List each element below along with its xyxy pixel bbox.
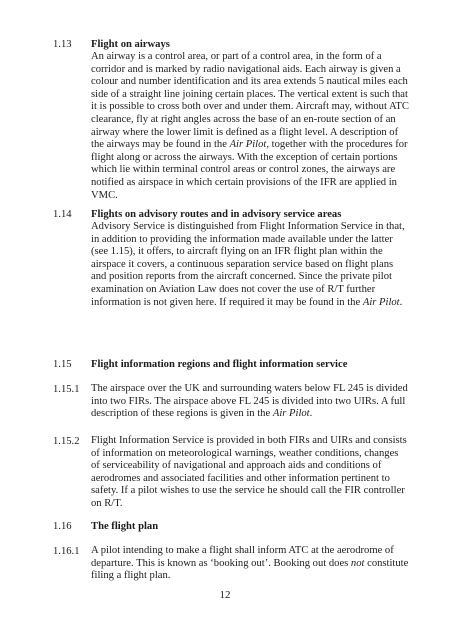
body-text-end: .: [399, 296, 403, 308]
body-text: The airspace over the UK and surrounding waters below FL 245 is divided into two FIRs. The airspace above FL 245 is divided into two UIRs. A full description of these regions is given in the: [91, 383, 408, 420]
section-number: 1.16: [53, 521, 72, 532]
section-title: The flight plan: [91, 521, 159, 532]
section-content: [91, 435, 409, 511]
section-content: [91, 358, 409, 371]
section-number: 1.16.1: [53, 546, 80, 557]
body-italic: not: [350, 557, 365, 569]
body-italic: Air Pilot: [362, 296, 400, 308]
section-number: 1.15.2: [53, 436, 80, 447]
section-body: [91, 383, 409, 421]
section-number: 1.13: [53, 39, 72, 50]
section-content: [91, 208, 409, 309]
section-content: [91, 545, 409, 583]
section-title: Flight information regions and flight information service: [91, 359, 348, 370]
section-content: [91, 383, 409, 421]
section-body: Flight Information Service is provided in both FIRs and UIRs and consists of information on meteorological warnings, weather conditions, changes of serviceability of navigational and approach aids and conditions of aerodromes and associated facilities and other information pertinent to safety. If a pilot wishes to use the service he should call the FIR controller on R/T.: [91, 435, 407, 509]
section-body: [91, 51, 409, 202]
body-text: An airway is a control area, or part of a control area, in the form of a corridor and is marked by radio navigational aids. Each airway is given a colour and number identification and its area extends 5 nautical miles each side of a straight line joining certain places. The vertical extent is such that it is possible to cross both over and under them. Aircraft may, without ATC clearance, fly at right angles across the base of an en-route section of an airway where the lower limit is defined as a flight level. A description of the airways may be found in the: [91, 51, 409, 151]
section-content: [91, 38, 409, 202]
section-number: 1.15.1: [53, 384, 80, 395]
section-title: Flights on advisory routes and in advisory service areas: [91, 209, 342, 220]
body-text-end: , together with the procedures for flight along or across the airways. With the exception of certain portions which lie within terminal control areas or control zones, the airways are notified as airspace in which certain provisions of the IFR are applied in VMC.: [91, 139, 408, 201]
section-body: [91, 545, 409, 583]
section-number: 1.14: [53, 209, 72, 220]
section-number: 1.15: [53, 359, 72, 370]
body-text: A pilot intending to make a flight shall inform ATC at the aerodrome of departure. This is known as ‘booking out’. Booking out does: [91, 545, 394, 569]
page-number: 12: [219, 589, 231, 601]
body-italic: Air Pilot: [229, 139, 267, 151]
body-text-end: .: [309, 408, 313, 420]
section-content: [91, 520, 409, 533]
section-title: Flight on airways: [91, 39, 170, 50]
body-italic: Air Pilot: [272, 408, 310, 420]
body-text: Advisory Service is distinguished from Flight Information Service in that, in addition to providing the information made available under the latter (see 1.15), it offers, to aircraft flying on an IFR flight plan within the airspace it covers, a continuous separation service based on flight plans and position reports from the aircraft concerned. Since the private pilot examination on Aviation Law does not cover the use of R/T further information is not given here. If required it may be found in the: [91, 221, 405, 308]
body-text-end: constitute filing a flight plan.: [91, 557, 409, 582]
section-body: [91, 221, 409, 309]
